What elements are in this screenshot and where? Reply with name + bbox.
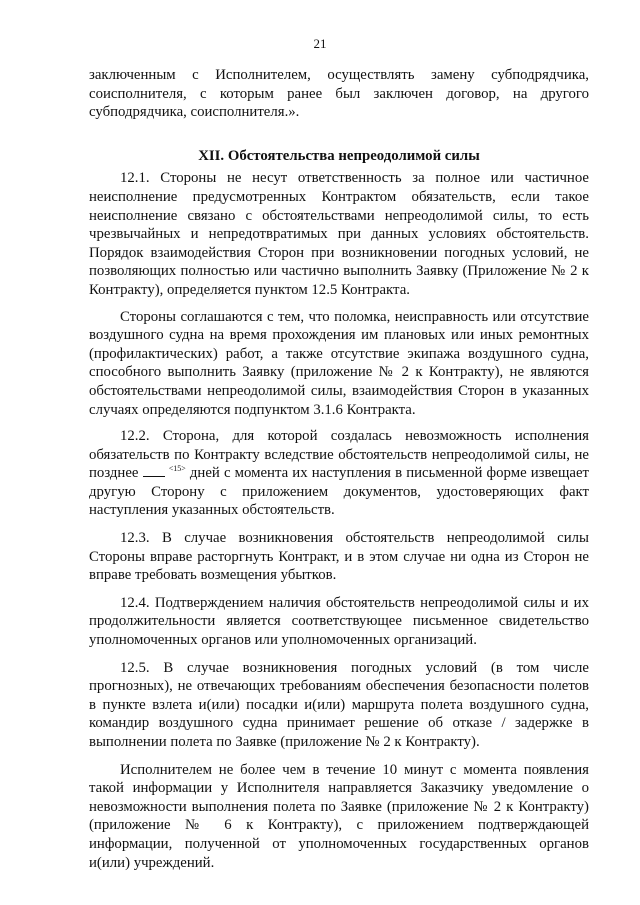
paragraph-12-5-continued: Исполнителем не более чем в течение 10 минут с момента появления такой информации у Исполнителя направляется Заказчику уведомление о невозможности выполнения полета по Заявке (приложение № 2 к Контракту) (приложение № 6 к Контракту), с приложением подтверждающей информации, полученной от уполномоченных государственных органов и(или) учреждений. [89,761,589,871]
paragraph-12-2 [89,427,589,520]
paragraph-12-5: 12.5. В случае возникновения погодных условий (в том числе прогнозных), не отвечающих требованиям обеспечения безопасности полетов в пункте взлета и(или) посадки и(или) маршрута полета воздушного судна, командир воздушного судна принимает решение об отказе / задержке в выполнении полета по Заявке (приложение № 2 к Контракту). [89,659,589,750]
section-title: XII. Обстоятельства непреодолимой силы [198,147,480,164]
footnote-reference: <15> [168,464,186,474]
days-blank-field [143,464,165,477]
paragraph-12-1: 12.1. Стороны не несут ответственность за полное или частичное неисполнение предусмотренных Контрактом обязательств, если такое неисполнение связано с обстоятельствами непреодолимой силы, то есть чрезвычайных и непредотвратимых при данных условиях обстоятельств. Порядок взаимодействия Сторон при возникновении погодных условий, не позволяющих полностью или частично выполнить Заявку (Приложение № 2 к Контракту), определяется пунктом 12.5 Контракта. [89,170,589,298]
page-number: 21 [313,36,327,51]
document-body [89,66,589,872]
intro-paragraph: заключенным с Исполнителем, осуществлять замену субподрядчика, соисполнителя, с которым ранее был заключен договор, на другого субподрядчика, соисполнителя.». [89,67,589,121]
paragraph-12-2-start: 12.2. Сторона, для которой создалась невозможность исполнения обязательств по Контракту вследствие обстоятельств непреодолимой силы, не позднее [89,428,589,482]
paragraph-12-1-continued: Стороны соглашаются с тем, что поломка, неисправность или отсутствие воздушного судна на время прохождения им плановых или иных ремонтных (профилактических) работ, а также отсутствие экипажа воздушного судна, способного выполнить Заявку (приложение № 2 к Контракту), не являются обстоятельствами непреодолимой силы, взаимодействия Сторон в указанных случаях определяются подпунктом 3.1.6 Контракта. [89,308,589,418]
paragraph-12-4: 12.4. Подтверждением наличия обстоятельств непреодолимой силы и их продолжительности является соответствующее письменное свидетельство уполномоченных органов или уполномоченных организаций. [89,594,589,649]
paragraph-12-3: 12.3. В случае возникновения обстоятельств непреодолимой силы Стороны вправе расторгнуть Контракт, и в этом случае ни одна из Сторон не вправе требовать возмещения убытков. [89,530,589,584]
paragraph-12-2-end: дней с момента их наступления в письменной форме извещает другую Сторону с приложением документов, удостоверяющих факт наступления указанных обстоятельств. [89,465,589,519]
